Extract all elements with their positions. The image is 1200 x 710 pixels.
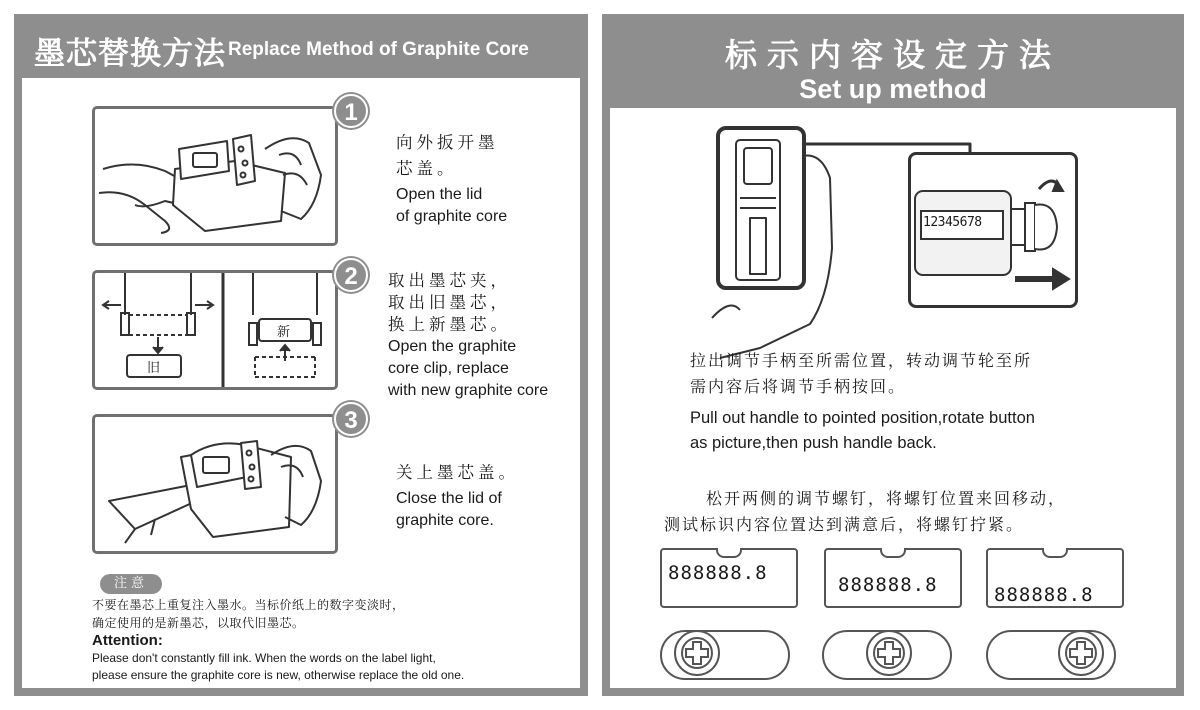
wheel-zoom-box <box>908 152 1078 308</box>
setup-method-panel <box>602 14 1184 696</box>
step-2-text <box>388 270 548 402</box>
label-sample-1 <box>660 548 798 608</box>
screw-head-icon <box>868 632 910 674</box>
open-lid-illustration <box>95 109 335 243</box>
step-2-en-line-2: core clip, replace <box>388 360 509 377</box>
step-2-en-line-1: Open the graphite <box>388 338 517 355</box>
screw-2 <box>866 630 912 676</box>
label-sample-2-value: 888888.8 <box>838 574 938 596</box>
screw-head-icon <box>676 632 718 674</box>
note-badge: 注意 <box>100 574 162 594</box>
step-3-number: 3 <box>334 402 368 436</box>
replace-method-title-cn: 墨芯替换方法 <box>34 35 226 72</box>
step-1-en-line-1: Open the lid <box>396 186 483 203</box>
wheel-digits: 12345678 <box>923 215 982 230</box>
screw-slot-2 <box>822 630 952 680</box>
step-3-text <box>396 460 519 532</box>
step-1-cn-line-1: 向外扳开墨 <box>396 133 499 152</box>
new-core-label: 新 <box>277 325 291 340</box>
step-1-number: 1 <box>334 94 368 128</box>
screw-3 <box>1058 630 1104 676</box>
label-notch <box>1042 548 1068 558</box>
step-1-en-line-2: of graphite core <box>396 208 508 225</box>
note-cn-line-2: 确定使用的是新墨芯，以取代旧墨芯。 <box>92 616 305 630</box>
note-en <box>92 650 464 684</box>
step-1-text <box>396 130 507 228</box>
label-notch <box>716 548 742 558</box>
instruction-1-cn-line-1: 拉出调节手柄至所需位置，转动调节轮至所 <box>690 351 1033 370</box>
instruction-2-cn-line-1: 松开两侧的调节螺钉，将螺钉位置来回移动， <box>706 489 1067 508</box>
step-2-cn-line-2: 取出旧墨芯， <box>388 293 511 312</box>
replace-core-illustration <box>95 273 335 387</box>
instruction-1-cn-line-2: 需内容后将调节手柄按回。 <box>690 377 907 396</box>
instruction-2 <box>664 486 1066 538</box>
step-3-cn-line-1: 关上墨芯盖。 <box>396 463 519 482</box>
step-1-cn-line-2: 芯盖。 <box>396 159 458 178</box>
label-sample-1-value: 888888.8 <box>668 562 768 584</box>
replace-method-panel <box>14 14 588 696</box>
note-en-line-1: Please don't constantly fill ink. When the words on the label light, <box>92 651 436 665</box>
screw-slot-1 <box>660 630 790 680</box>
replace-method-header <box>22 22 580 78</box>
step-1-illustration <box>92 106 338 246</box>
setup-method-title-cn: 标示内容设定方法 <box>724 36 1061 74</box>
instruction-1-en-line-2: as picture,then push handle back. <box>690 434 937 452</box>
step-2-cn-line-1: 取出墨芯夹， <box>388 271 511 290</box>
label-sample-2 <box>824 548 962 608</box>
instruction-2-cn-line-2: 测试标识内容位置达到满意后，将螺钉拧紧。 <box>664 515 1025 534</box>
note-cn <box>92 596 405 632</box>
label-sample-3 <box>986 548 1124 608</box>
replace-method-title-en: Replace Method of Graphite Core <box>228 39 529 60</box>
setup-method-title-en: Set up method <box>799 74 987 104</box>
instruction-1-en-line-1: Pull out handle to pointed position,rotate button <box>690 409 1035 427</box>
attention-heading: Attention: <box>92 632 163 649</box>
note-en-line-2: please ensure the graphite core is new, otherwise replace the old one. <box>92 668 465 682</box>
instruction-1 <box>690 348 1035 456</box>
screw-1 <box>674 630 720 676</box>
step-3-illustration <box>92 414 338 554</box>
old-core-label: 旧 <box>147 361 161 376</box>
step-2-en-line-3: with new graphite core <box>388 382 549 399</box>
screw-head-icon <box>1060 632 1102 674</box>
step-2-illustration <box>92 270 338 390</box>
adjust-wheel-illustration <box>911 155 1075 305</box>
screw-slot-3 <box>986 630 1116 680</box>
setup-method-header <box>610 22 1176 108</box>
step-2-cn-line-3: 换上新墨芯。 <box>388 315 511 334</box>
step-3-en-line-2: graphite core. <box>396 512 494 529</box>
close-lid-illustration <box>95 417 335 551</box>
note-cn-line-1: 不要在墨芯上重复注入墨水。当标价纸上的数字变淡时， <box>92 598 405 612</box>
label-sample-3-value: 888888.8 <box>994 584 1094 606</box>
step-3-en-line-1: Close the lid of <box>396 490 502 507</box>
step-2-number: 2 <box>334 258 368 292</box>
label-notch <box>880 548 906 558</box>
